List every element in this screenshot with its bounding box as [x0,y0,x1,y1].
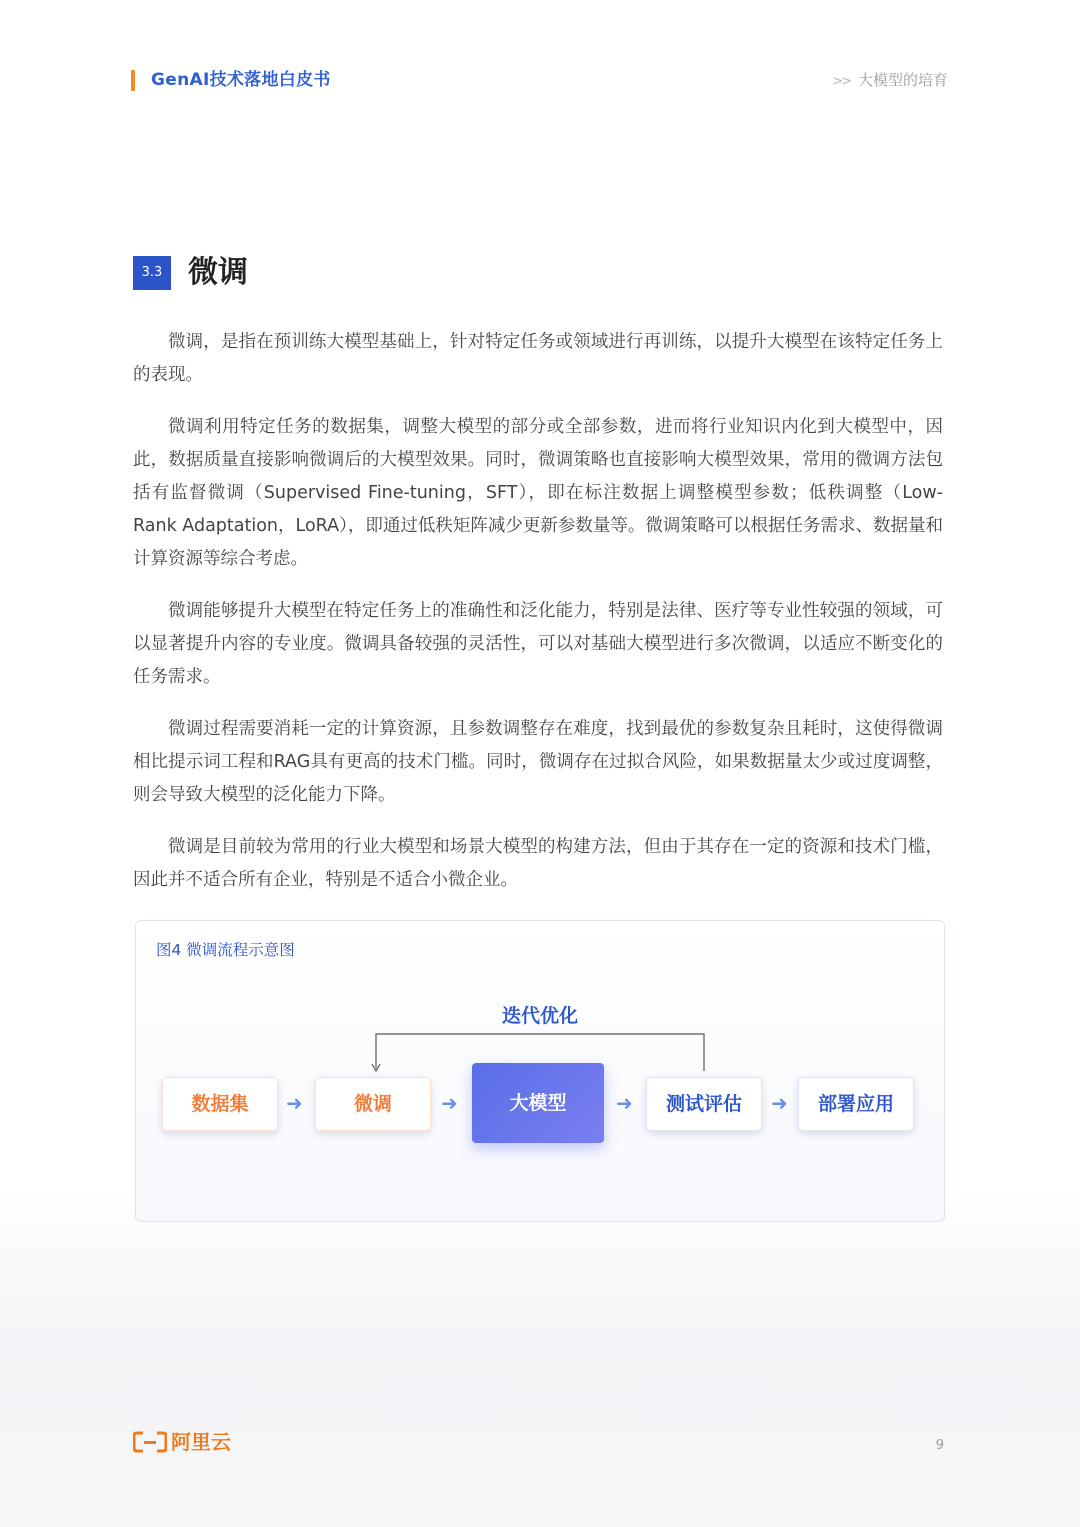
page-number: 9 [935,1438,944,1453]
node-finetune: 微调 [315,1077,431,1131]
footer-logo [133,1430,231,1454]
paragraph: 微调是目前较为常用的行业大模型和场景大模型的构建方法，但由于其存在一定的资源和技术门槛，因此并不适合所有企业，特别是不适合小微企业。 [133,837,943,890]
aliyun-logo-icon [133,1431,167,1453]
paragraph: 微调利用特定任务的数据集，调整大模型的部分或全部参数，进而将行业知识内化到大模型中，因此，数据质量直接影响微调后的大模型效果。同时，微调策略也直接影响大模型效果，常用的微调方法包括有监督微调（Supervised Fine-tuning，SFT），即在标注数据上调整模型参数；低秩调整（Low-Rank Adaptation，LoRA），即通过低秩矩阵减少更新参数量等。微调策略可以根据任务需求、数据量和计算资源等综合考虑。 [133,417,943,569]
document-title: GenAI技术落地白皮书 [151,70,331,90]
paragraph: 微调能够提升大模型在特定任务上的准确性和泛化能力，特别是法律、医疗等专业性较强的领域，可以显著提升内容的专业度。微调具备较强的灵活性，可以对基础大模型进行多次微调，以适应不断变化的任务需求。 [133,601,943,687]
paragraph: 微调过程需要消耗一定的计算资源，且参数调整存在难度，找到最优的参数复杂且耗时，这使得微调相比提示词工程和RAG具有更高的技术门槛。同时，微调存在过拟合风险，如果数据量太少或过度调整，则会导致大模型的泛化能力下降。 [133,719,943,805]
chapter-name: 大模型的培育 [857,71,948,89]
loop-label: 迭代优化 [501,1005,578,1027]
chevron-right-icon: >> [832,74,850,89]
chapter-label [832,68,948,94]
arrow-icon: ➜ [771,1091,788,1115]
node-dataset: 数据集 [162,1077,278,1131]
arrow-icon: ➜ [286,1091,303,1115]
node-test-evaluate: 测试评估 [646,1077,762,1131]
logo-text: 阿里云 [171,1430,231,1454]
figure-caption: 图4 微调流程示意图 [156,941,295,959]
node-large-model: 大模型 [472,1063,604,1143]
header-accent-bar [131,70,135,91]
section-title: 微调 [188,255,248,290]
arrow-icon: ➜ [441,1091,458,1115]
arrow-icon: ➜ [616,1091,633,1115]
paragraph: 微调，是指在预训练大模型基础上，针对特定任务或领域进行再训练，以提升大模型在该特定任务上的表现。 [133,332,943,385]
section-number-badge: 3.3 [133,256,171,290]
figure-box [135,920,945,1222]
node-deploy: 部署应用 [798,1077,914,1131]
body-text [133,326,943,916]
